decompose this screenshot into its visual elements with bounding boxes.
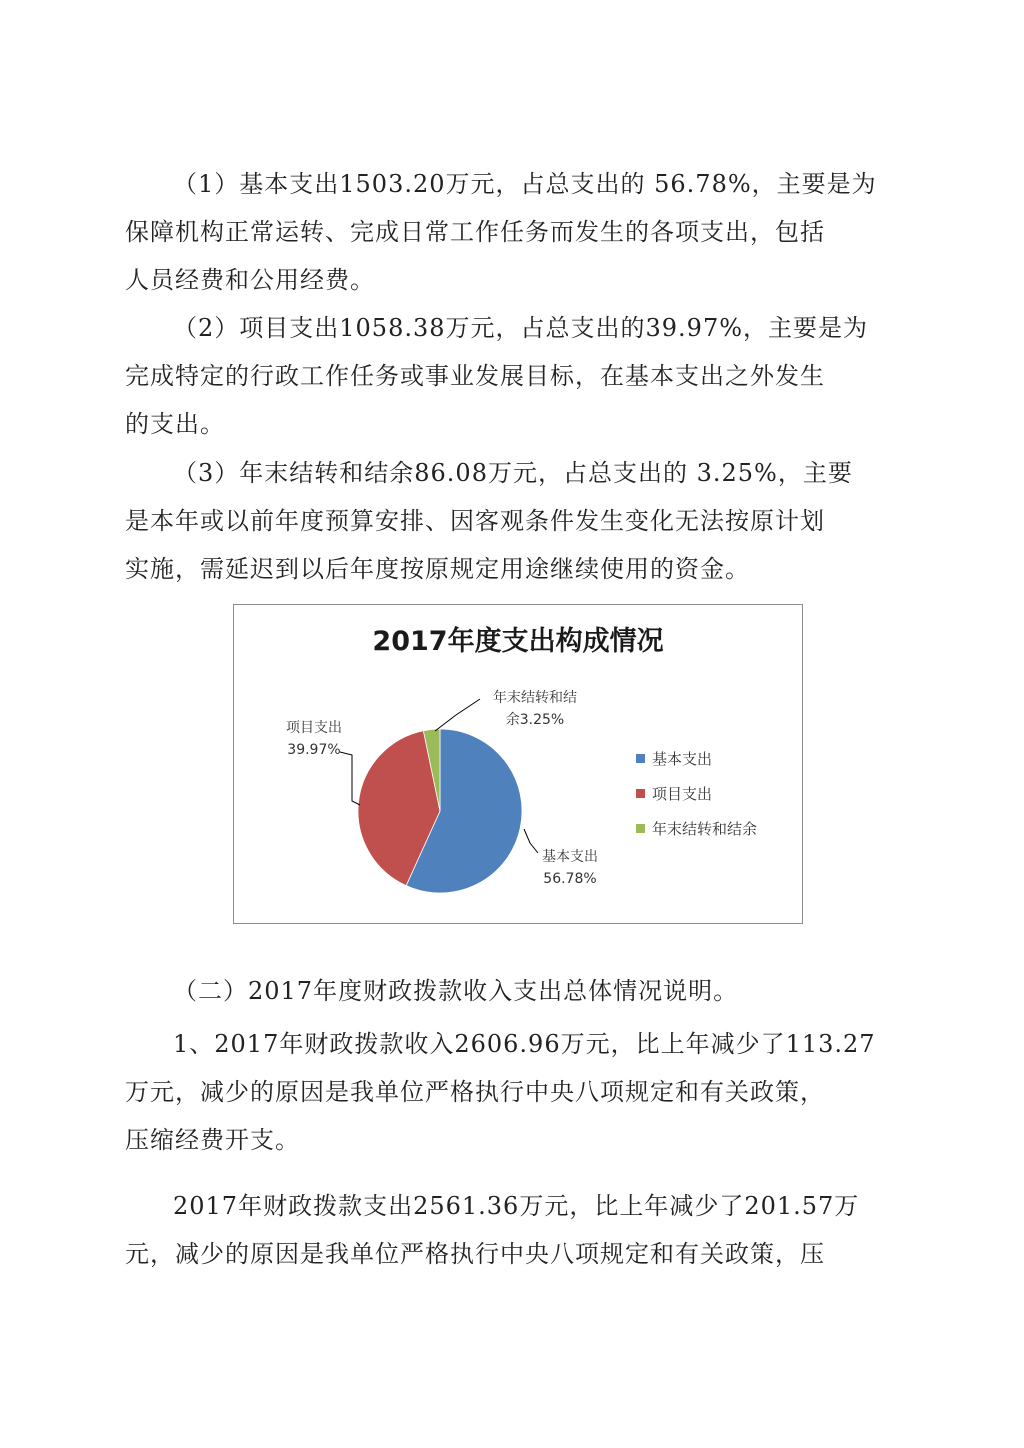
text-line: 的支出。 xyxy=(125,410,225,438)
text-line: 保障机构正常运转、完成日常工作任务而发生的各项支出，包括 xyxy=(125,218,825,246)
text-line: （1）基本支出1503.20万元，占总支出的 56.78%，主要是为 xyxy=(173,170,877,198)
legend-swatch xyxy=(636,754,645,763)
chart-title: 2017年度支出构成情况 xyxy=(372,626,664,657)
text-line: 压缩经费开支。 xyxy=(125,1126,300,1154)
section-heading-fiscal xyxy=(125,967,900,1015)
data-label: 39.97% xyxy=(287,742,341,758)
leader-line xyxy=(524,829,538,853)
data-label: 项目支出 xyxy=(286,720,342,736)
text-line: 是本年或以前年度预算安排、因客观条件发生变化无法按原计划 xyxy=(125,507,825,535)
data-label: 基本支出 xyxy=(542,849,598,865)
data-label: 年末结转和结 xyxy=(493,690,577,706)
text-line: （二）2017年度财政拨款收入支出总体情况说明。 xyxy=(173,977,739,1005)
chart-legend xyxy=(636,741,757,846)
text-line: 人员经费和公用经费。 xyxy=(125,266,375,294)
legend-item xyxy=(636,741,757,776)
legend-swatch xyxy=(636,824,645,833)
text-line: 1、2017年财政拨款收入2606.96万元，比上年减少了113.27 xyxy=(173,1030,876,1058)
text-line: （3）年末结转和结余86.08万元，占总支出的 3.25%，主要 xyxy=(173,459,853,487)
paragraph-project-expenditure xyxy=(125,304,900,448)
text-line: 2017年财政拨款支出2561.36万元，比上年减少了201.57万 xyxy=(173,1192,860,1220)
legend-item xyxy=(636,811,757,846)
paragraph-fiscal-income xyxy=(125,1020,900,1164)
legend-label: 年末结转和结余 xyxy=(652,820,758,838)
legend-item xyxy=(636,776,757,811)
leader-line xyxy=(340,752,360,805)
text-line: 万元，减少的原因是我单位严格执行中央八项规定和有关政策， xyxy=(125,1078,825,1106)
paragraph-fiscal-expenditure xyxy=(125,1182,900,1278)
text-line: （2）项目支出1058.38万元，占总支出的39.97%，主要是为 xyxy=(173,314,869,342)
data-label: 56.78% xyxy=(543,871,597,887)
leader-line xyxy=(435,699,480,731)
data-label: 余3.25% xyxy=(505,712,565,728)
paragraph-carryover xyxy=(125,449,900,593)
legend-label: 基本支出 xyxy=(652,750,713,768)
legend-swatch xyxy=(636,789,645,798)
legend-label: 项目支出 xyxy=(652,785,713,803)
text-line: 元，减少的原因是我单位严格执行中央八项规定和有关政策，压 xyxy=(125,1240,825,1268)
paragraph-basic-expenditure xyxy=(125,160,900,304)
text-line: 完成特定的行政工作任务或事业发展目标，在基本支出之外发生 xyxy=(125,362,825,390)
pie-chart xyxy=(233,604,803,924)
text-line: 实施，需延迟到以后年度按原规定用途继续使用的资金。 xyxy=(125,555,750,583)
